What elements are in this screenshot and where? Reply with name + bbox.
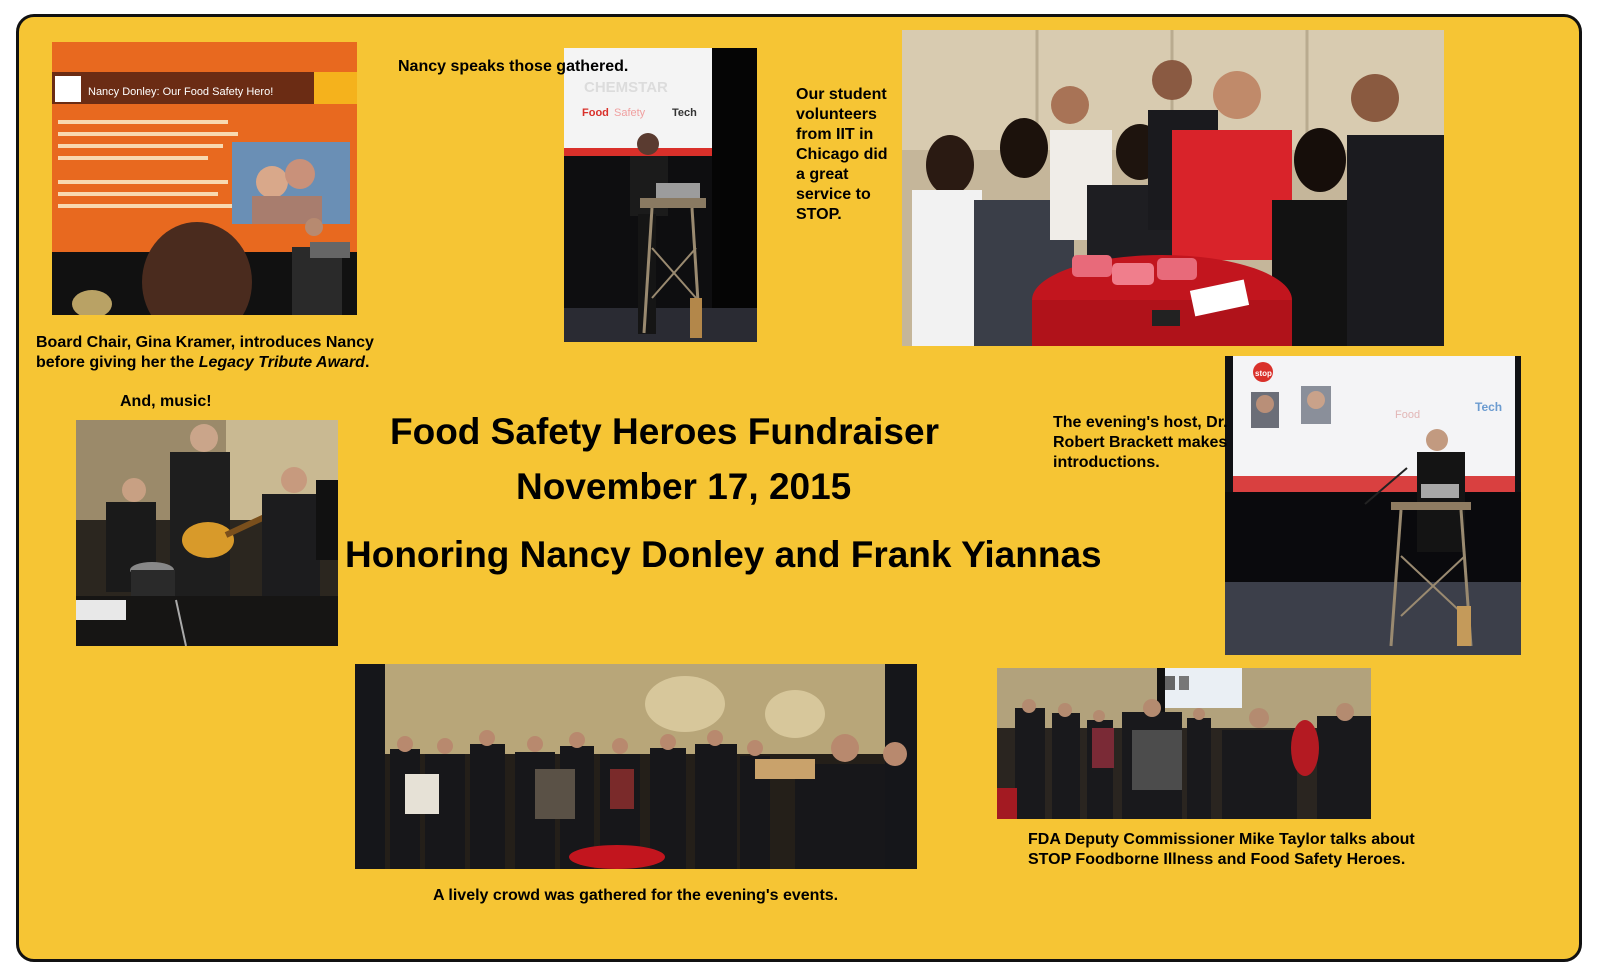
caption-award-name: Legacy Tribute Award <box>198 354 365 371</box>
caption-host: The evening's host, Dr. Robert Brackett makes introductions. <box>1053 414 1228 471</box>
photo-band-music <box>76 420 338 646</box>
photo-fda-commissioner-talk <box>997 668 1371 819</box>
event-date: November 17, 2015 <box>516 466 852 507</box>
caption-crowd: A lively crowd was gathered for the evening's events. <box>433 887 839 904</box>
event-title: Food Safety Heroes Fundraiser <box>390 411 939 452</box>
photo-board-chair-introduction <box>52 42 357 315</box>
caption-board-chair-period: . <box>364 354 370 371</box>
caption-board-chair <box>36 333 416 373</box>
caption-nancy-speaks: Nancy speaks those gathered. <box>398 58 629 75</box>
sponsor-food-text: Food <box>582 107 609 119</box>
slide-title-text: Nancy Donley: Our Food Safety Hero! <box>88 86 274 98</box>
sponsor-chemstar-text: CHEMSTAR <box>584 79 668 96</box>
screen-food-text: Food <box>1395 409 1421 421</box>
caption-student-volunteers: Our student volunteers from IIT in Chicago did a great service to STOP. <box>796 86 888 223</box>
caption-music: And, music! <box>120 393 212 410</box>
caption-board-chair-text: Board Chair, Gina Kramer, introduces Nancy before giving her the <box>36 334 374 371</box>
photo-student-volunteers <box>902 30 1444 346</box>
sponsor-tech-text: Tech <box>672 107 697 119</box>
photo-lively-crowd <box>355 664 917 869</box>
screen-stop-logo-text: stop <box>1255 369 1272 378</box>
photo-nancy-speaking <box>564 48 757 342</box>
screen-tech-text: Tech <box>1475 400 1503 414</box>
honorees-title: Honoring Nancy Donley and Frank Yiannas <box>345 534 1102 575</box>
sponsor-safety-text: Safety <box>614 107 646 119</box>
photo-host-introductions <box>1225 356 1521 655</box>
caption-fda: FDA Deputy Commissioner Mike Taylor talks about STOP Foodborne Illness and Food Safety Heroes. <box>1028 831 1415 868</box>
